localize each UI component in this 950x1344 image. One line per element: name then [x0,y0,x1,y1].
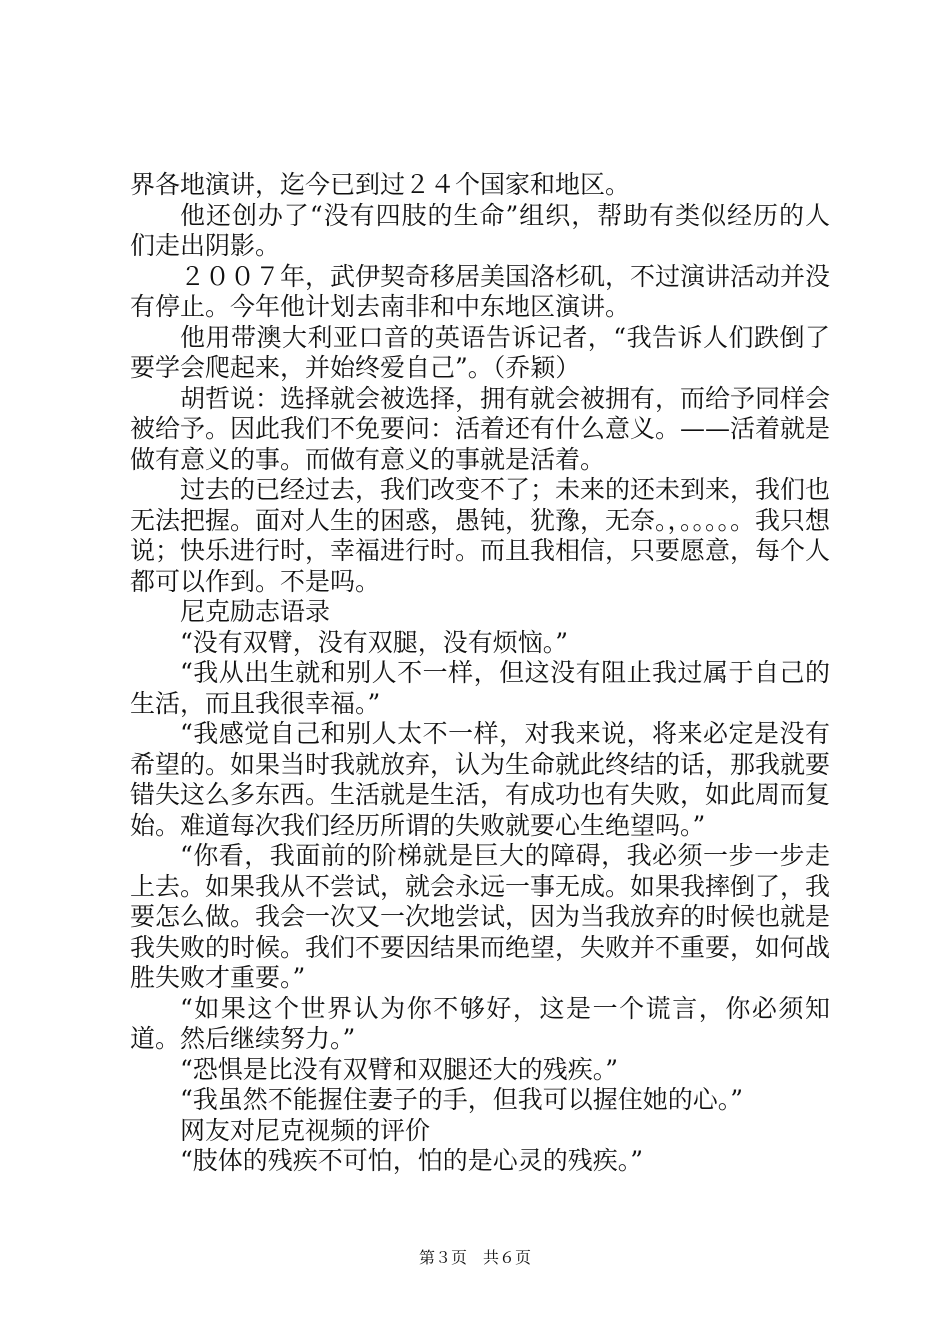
paragraph-organization: 他还创办了“没有四肢的生命”组织，帮助有类似经历的人们走出阴影。 [130,200,830,260]
quote-born-different: “我从出生就和别人不一样，但这没有阻止我过属于自己的生活，而且我很幸福。” [130,658,830,718]
paragraph-relocation: ２００７年，武伊契奇移居美国洛杉矶，不过演讲活动并没有停止。今年他计划去南非和中东地区演讲。 [130,261,831,321]
quote-comment: “肢体的残疾不可怕，怕的是心灵的残疾。” [180,1146,644,1175]
page-footer: 第３页 共６页 [418,1248,531,1267]
paragraph-reflection: 过去的已经过去，我们改变不了；未来的还未到来，我们也无法把握。面对人生的困惑，愚钝，犹豫，无奈。，。。。。。我只想说；快乐进行时，幸福进行时。而且我相信，只要愿意，每个人都可以作到。不是吗。 [130,475,831,596]
section-heading-comments: 网友对尼克视频的评价 [180,1115,431,1145]
quote-fear: “恐惧是比没有双臂和双腿还大的残疾。” [180,1054,619,1084]
quote-wife: “我虽然不能握住妻子的手，但我可以握住她的心。” [180,1085,744,1114]
quote-not-give-up: “我感觉自己和别人太不一样，对我来说，将来必定是没有希望的。如果当时我就放弃，认为生命就此终结的话，那我就要错失这么多东西。生活就是生活，有成功也有失败，如此周而复始。难道每次我们经历所谓的失败就要心生绝望吗。” [130,719,831,840]
quote-stairs: “你看，我面前的阶梯就是巨大的障碍，我必须一步一步走上去。如果我从不尝试，就会永远一事无成。如果我摔倒了，我要怎么做。我会一次又一次地尝试，因为当我放弃的时候也就是我失败的时候。我们不要因结果而绝望，失败并不重要，如何战胜失败才重要。” [130,841,831,992]
paragraph-continuation: 界各地演讲，迄今已到过２４个国家和地区。 [130,170,631,199]
paragraph-quote-accent: 他用带澳大利亚口音的英语告诉记者，“我告诉人们跌倒了要学会爬起来，并始终爱自己”。（乔颖） [130,322,830,382]
body-text [130,170,830,1177]
section-heading-quotes: 尼克励志语录 [180,597,331,626]
quote-no-worries: “没有双臂，没有双腿，没有烦恼。” [180,627,569,657]
quote-world-lie: “如果这个世界认为你不够好，这是一个谎言，你必须知道。然后继续努力。” [130,993,830,1053]
paragraph-huzhe: 胡哲说：选择就会被选择，拥有就会被拥有，而给予同样会被给予。因此我们不免要问：活着还有什么意义。——活着就是做有意义的事。而做有意义的事就是活着。 [130,383,831,474]
